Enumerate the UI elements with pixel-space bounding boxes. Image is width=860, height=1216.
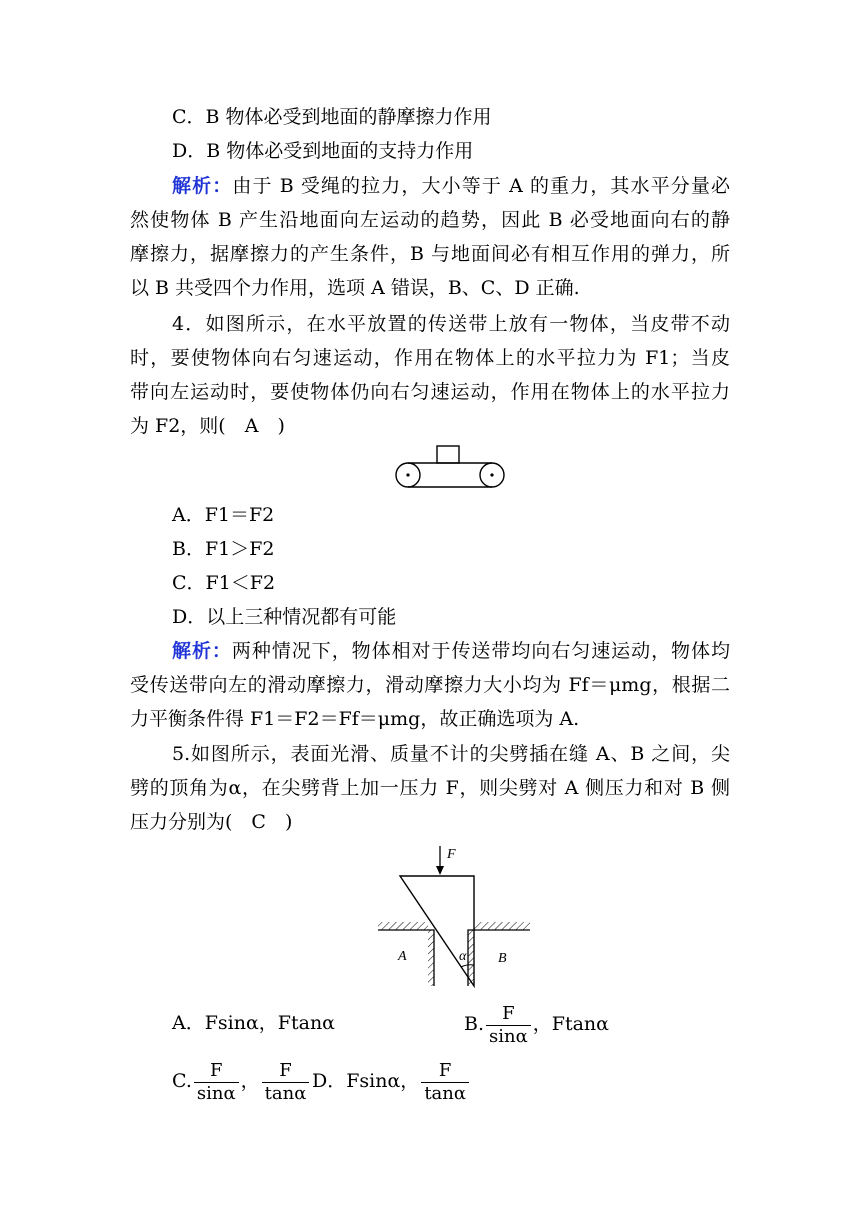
option-b-suffix: ，Ftanα xyxy=(532,1013,609,1035)
option-d-prefix: D．Fsinα， xyxy=(312,1070,420,1092)
q4-stem-line-3: 带向左运动时，要使物体仍向右匀速运动，作用在物体上的水平拉力 xyxy=(130,381,730,403)
side-b-label: B xyxy=(498,951,507,966)
denominator: tanα xyxy=(424,1082,467,1104)
q5-stem-line-2: 劈的顶角为α，在尖劈背上加一压力 F，则尖劈对 A 侧压力和对 B 侧 xyxy=(130,777,730,799)
q4-analysis-line-2: 受传送带向左的滑动摩擦力，滑动摩擦力大小均为 Ff＝μmg，根据二 xyxy=(130,674,730,696)
fraction-f-over-sin xyxy=(194,1060,239,1105)
analysis-text: 由于 B 受绳的拉力，大小等于 A 的重力，其水平分量必 xyxy=(232,175,730,197)
side-a-label: A xyxy=(398,949,407,964)
numerator: F xyxy=(486,1003,531,1026)
wedge-figure xyxy=(370,842,540,992)
q3-analysis-line-1 xyxy=(172,169,730,203)
q4-analysis-line-1 xyxy=(172,634,730,668)
q3-option-d: D．B 物体必受到地面的支持力作用 xyxy=(172,140,474,162)
option-c-prefix: C. xyxy=(172,1070,192,1092)
q3-analysis-line-2: 然使物体 B 产生沿地面向左运动的趋势，因此 B 必受地面向右的静 xyxy=(130,209,730,231)
q4-analysis-line-3: 力平衡条件得 F1＝F2＝Ff＝μmg，故正确选项为 A. xyxy=(130,708,580,730)
option-b-prefix: B. xyxy=(464,1013,485,1035)
analysis-text: 两种情况下，物体相对于传送带均向右匀速运动，物体均 xyxy=(231,640,730,662)
q4-stem-line-4: 为 F2，则( A ) xyxy=(130,415,285,437)
numerator: F xyxy=(262,1060,310,1083)
q4-stem-line-1: 4．如图所示，在水平放置的传送带上放有一物体，当皮带不动 xyxy=(172,313,730,335)
q4-option-c: C．F1＜F2 xyxy=(172,572,276,594)
analysis-label: 解析： xyxy=(172,640,232,662)
conveyor-belt-figure xyxy=(392,444,508,492)
q5-stem-line-3: 压力分别为( C ) xyxy=(130,811,293,833)
denominator: sinα xyxy=(196,1082,236,1104)
q4-option-d: D．以上三种情况都有可能 xyxy=(172,606,397,628)
numerator: F xyxy=(421,1060,469,1083)
numerator: F xyxy=(194,1060,239,1083)
q4-stem-line-2: 时，要使物体向右匀速运动，作用在物体上的水平拉力为 F1；当皮 xyxy=(130,347,730,369)
separator: ， xyxy=(240,1070,260,1092)
denominator: sinα xyxy=(489,1025,528,1047)
q5-option-d xyxy=(312,1056,512,1106)
q5-option-c xyxy=(172,1056,312,1106)
q4-option-b: B．F1＞F2 xyxy=(172,538,275,560)
q5-option-b xyxy=(464,1000,724,1048)
q3-analysis-line-4: 以 B 共受四个力作用，选项 A 错误，B、C、D 正确. xyxy=(130,277,580,299)
angle-label: α xyxy=(459,949,467,964)
analysis-label: 解析： xyxy=(172,175,233,197)
fraction-f-over-tan xyxy=(421,1060,469,1105)
q3-analysis-line-3: 摩擦力，据摩擦力的产生条件，B 与地面间必有相互作用的弹力，所 xyxy=(130,243,730,265)
q5-option-a: A．Fsinα，Ftanα xyxy=(172,1012,336,1034)
denominator: tanα xyxy=(264,1082,307,1104)
q4-option-a: A．F1＝F2 xyxy=(172,504,275,526)
q5-stem-line-1: 5.如图所示，表面光滑、质量不计的尖劈插在缝 A、B 之间，尖 xyxy=(172,743,730,765)
q3-option-c: C．B 物体必受到地面的静摩擦力作用 xyxy=(172,106,492,128)
fraction-f-over-sin xyxy=(486,1003,531,1048)
fraction-f-over-tan xyxy=(262,1060,310,1105)
force-label: F xyxy=(447,847,456,862)
